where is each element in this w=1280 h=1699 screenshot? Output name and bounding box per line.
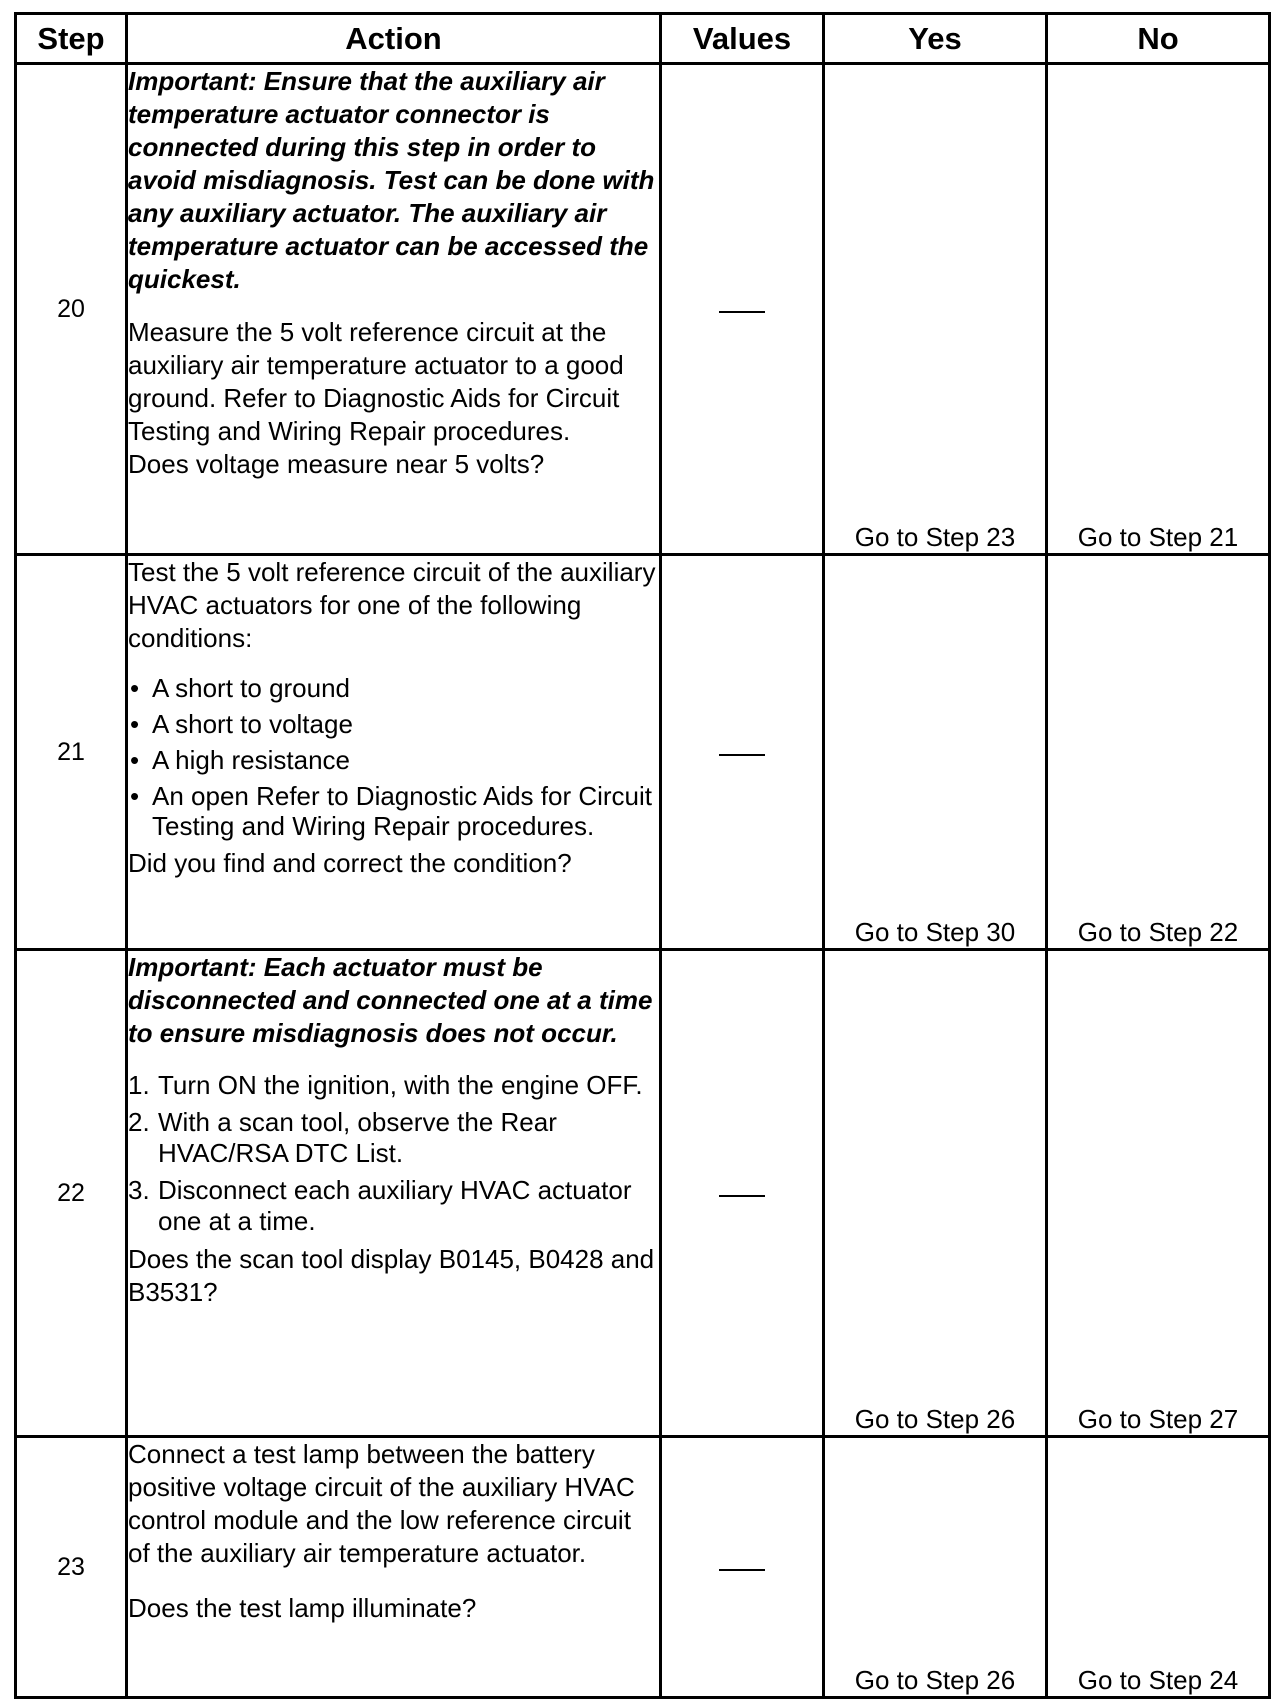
step-number: 20 xyxy=(16,64,127,555)
yes-cell: Go to Step 26 xyxy=(824,1437,1047,1698)
step-number: 22 xyxy=(16,950,127,1437)
action-cell xyxy=(127,1437,661,1698)
important-note: Important: Each actuator must be disconnected and connected one at a time to ensure misdiagnosis does not occur. xyxy=(128,952,653,1048)
table-row xyxy=(16,1437,1270,1698)
list-item xyxy=(128,1107,659,1169)
action-text: Measure the 5 volt reference circuit at the auxiliary air temperature actuator to a good ground. Refer to Diagnostic Aids for Circuit Testing and Wiring Repair procedures. xyxy=(128,317,624,446)
no-cell: Go to Step 21 xyxy=(1047,64,1270,555)
list-item-number: 3. xyxy=(128,1175,150,1205)
yes-cell: Go to Step 30 xyxy=(824,555,1047,950)
list-item-text: Disconnect each auxiliary HVAC actuator one at a time. xyxy=(158,1175,632,1236)
list-item xyxy=(128,1070,659,1101)
action-cell xyxy=(127,555,661,950)
values-dash xyxy=(719,1569,765,1571)
list-item-text: With a scan tool, observe the Rear HVAC/RSA DTC List. xyxy=(158,1107,557,1168)
values-dash xyxy=(719,754,765,756)
values-cell xyxy=(661,1437,824,1698)
header-no: No xyxy=(1047,14,1270,64)
header-values: Values xyxy=(661,14,824,64)
table-row xyxy=(16,64,1270,555)
no-cell: Go to Step 27 xyxy=(1047,950,1270,1437)
list-item-text: Turn ON the ignition, with the engine OFF. xyxy=(158,1070,643,1100)
action-text: Test the 5 volt reference circuit of the auxiliary HVAC actuators for one of the following conditions: xyxy=(128,557,656,653)
action-question: Does the test lamp illuminate? xyxy=(128,1593,477,1623)
header-action: Action xyxy=(127,14,661,64)
step-number: 23 xyxy=(16,1437,127,1698)
action-question: Did you find and correct the condition? xyxy=(128,848,572,878)
values-dash xyxy=(719,1195,765,1197)
yes-cell: Go to Step 23 xyxy=(824,64,1047,555)
values-dash xyxy=(719,311,765,313)
procedure-list xyxy=(128,1070,659,1237)
list-item xyxy=(128,1175,659,1237)
action-cell xyxy=(127,64,661,555)
table-header-row xyxy=(16,14,1270,64)
values-cell xyxy=(661,555,824,950)
values-cell xyxy=(661,950,824,1437)
action-cell xyxy=(127,950,661,1437)
header-step: Step xyxy=(16,14,127,64)
diagnostic-table xyxy=(14,12,1271,1699)
no-cell: Go to Step 22 xyxy=(1047,555,1270,950)
table-row xyxy=(16,950,1270,1437)
important-note: Important: Ensure that the auxiliary air temperature actuator connector is connected during this step in order to avoid misdiagnosis. Test can be done with any auxiliary actuator. The auxiliary air temperature actuator can be accessed the quickest. xyxy=(128,66,655,294)
yes-cell: Go to Step 26 xyxy=(824,950,1047,1437)
table-row xyxy=(16,555,1270,950)
action-text: Connect a test lamp between the battery positive voltage circuit of the auxiliary HVAC control module and the low reference circuit of the auxiliary air temperature actuator. xyxy=(128,1439,635,1568)
header-yes: Yes xyxy=(824,14,1047,64)
list-item: • An open Refer to Diagnostic Aids for Circuit Testing and Wiring Repair procedures. xyxy=(128,781,659,841)
no-cell: Go to Step 24 xyxy=(1047,1437,1270,1698)
action-question: Does voltage measure near 5 volts? xyxy=(128,449,545,479)
condition-list xyxy=(128,673,659,841)
values-cell xyxy=(661,64,824,555)
list-item-number: 1. xyxy=(128,1070,150,1100)
list-item: • A high resistance xyxy=(128,745,659,775)
list-item: • A short to ground xyxy=(128,673,659,703)
action-question: Does the scan tool display B0145, B0428 and B3531? xyxy=(128,1244,655,1307)
list-item-number: 2. xyxy=(128,1107,150,1137)
step-number: 21 xyxy=(16,555,127,950)
list-item: • A short to voltage xyxy=(128,709,659,739)
